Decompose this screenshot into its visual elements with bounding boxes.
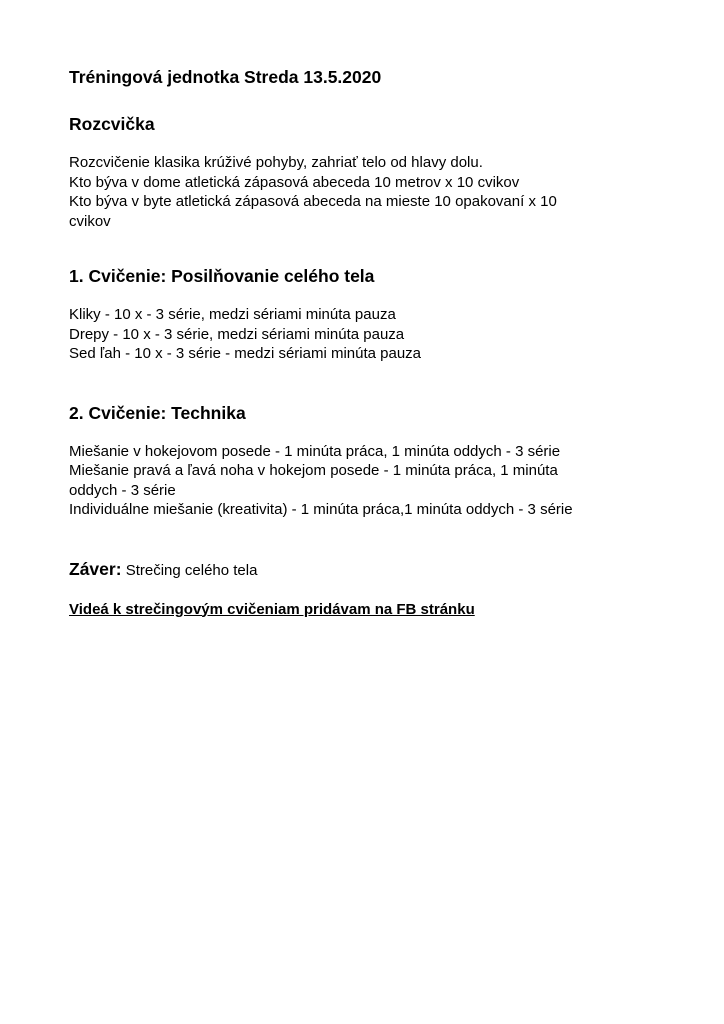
rozcvicka-line: Kto býva v byte atletická zápasová abeceda na mieste 10 opakovaní x 10 bbox=[69, 193, 557, 210]
rozcvicka-line: Kto býva v dome atletická zápasová abeceda 10 metrov x 10 cvikov bbox=[69, 173, 520, 191]
videa-note: Videá k strečingovým cvičeniam pridávam na FB stránku bbox=[69, 600, 475, 618]
cvicenie1-line: Sed ľah - 10 x - 3 série - medzi sériami minúta pauza bbox=[69, 345, 422, 362]
cvicenie2-heading: 2. Cvičenie: Technika bbox=[69, 402, 246, 423]
rozcvicka-text bbox=[69, 153, 669, 231]
rozcvicka-line: cvikov bbox=[69, 212, 111, 230]
cvicenie2-line: Miešanie v hokejovom posede - 1 minúta práca, 1 minúta oddych - 3 série bbox=[69, 442, 561, 460]
rozcvicka-heading: Rozcvička bbox=[69, 114, 155, 134]
cvicenie2-line: Individuálne miešanie (kreativita) - 1 minúta práca,1 minúta oddych - 3 série bbox=[69, 501, 573, 518]
cvicenie1-line: Kliky - 10 x - 3 série, medzi sériami minúta pauza bbox=[69, 306, 396, 323]
zaver-text: Strečing celého tela bbox=[121, 561, 258, 579]
document-title: Tréningová jednotka Streda 13.5.2020 bbox=[69, 67, 382, 87]
cvicenie2-text bbox=[69, 442, 669, 520]
rozcvicka-line: Rozcvičenie klasika krúživé pohyby, zahriať telo od hlavy dolu. bbox=[69, 154, 483, 171]
cvicenie2-line: oddych - 3 série bbox=[69, 481, 176, 499]
document-page bbox=[69, 66, 669, 635]
cvicenie2-line: Miešanie pravá a ľavá noha v hokejom posede - 1 minúta práca, 1 minúta bbox=[69, 462, 558, 479]
cvicenie1-line: Drepy - 10 x - 3 série, medzi sériami minúta pauza bbox=[69, 325, 405, 343]
cvicenie1-text bbox=[69, 305, 669, 364]
cvicenie1-heading: 1. Cvičenie: Posilňovanie celého tela bbox=[69, 266, 375, 286]
zaver-label: Záver: bbox=[69, 558, 122, 579]
zaver-paragraph bbox=[69, 558, 669, 582]
